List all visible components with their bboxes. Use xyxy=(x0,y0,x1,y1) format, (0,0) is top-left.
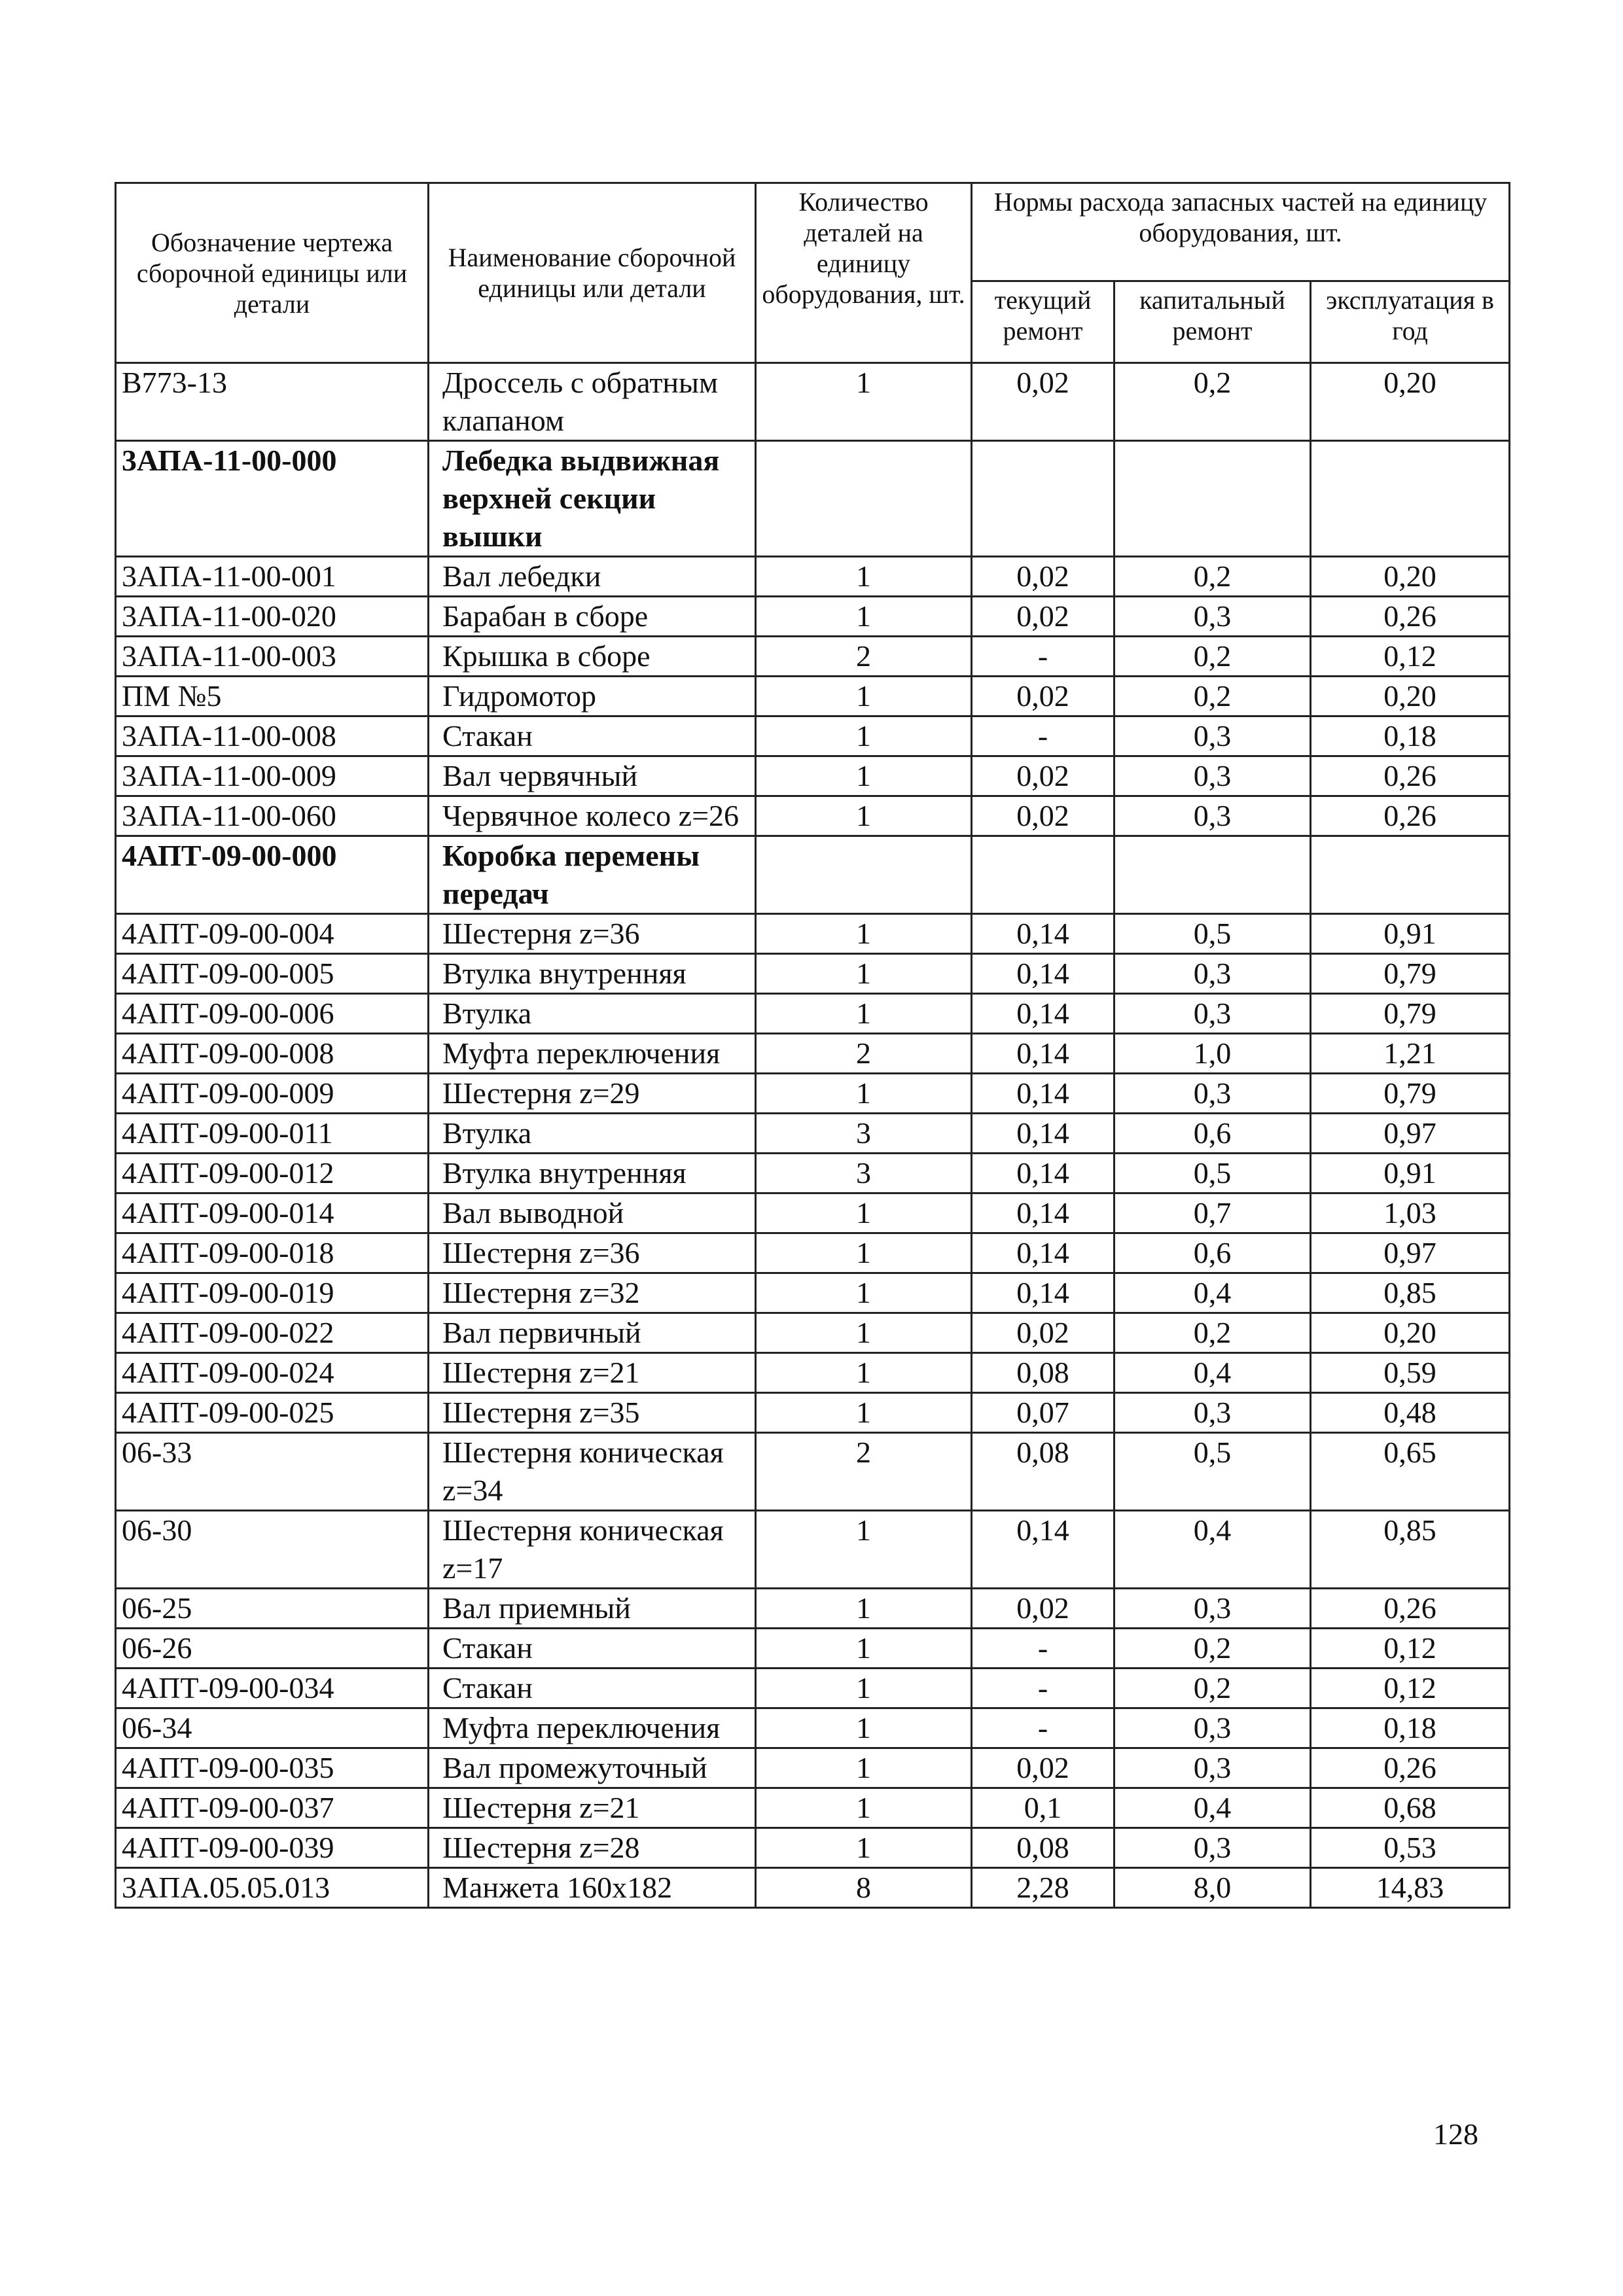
table-row xyxy=(116,1868,1510,1908)
cell-current-repair: 0,02 xyxy=(972,1589,1115,1629)
cell-quantity: 2 xyxy=(756,637,972,677)
cell-current-repair: 0,02 xyxy=(972,1748,1115,1788)
cell-quantity: 1 xyxy=(756,994,972,1034)
cell-annual-operation: 0,97 xyxy=(1311,1233,1510,1273)
cell-annual-operation: 0,53 xyxy=(1311,1828,1510,1868)
cell-capital-repair: 0,4 xyxy=(1115,1511,1311,1589)
cell-drawing-code: 3АПА-11-00-000 xyxy=(116,441,429,557)
cell-current-repair: 0,14 xyxy=(972,1193,1115,1233)
cell-quantity: 1 xyxy=(756,1629,972,1669)
cell-unit-name: Шестерня z=35 xyxy=(429,1393,756,1433)
cell-annual-operation: 14,83 xyxy=(1311,1868,1510,1908)
cell-current-repair: 0,02 xyxy=(972,597,1115,637)
cell-unit-name: Стакан xyxy=(429,716,756,756)
header-drawing-code: Обозначение чертежа сборочной единицы или детали xyxy=(116,183,429,363)
table-row xyxy=(116,1669,1510,1708)
cell-unit-name: Втулка xyxy=(429,1114,756,1154)
header-annual-operation: эксплуатация в год xyxy=(1311,281,1510,363)
cell-unit-name: Шестерня z=29 xyxy=(429,1074,756,1114)
cell-drawing-code: 4АПТ-09-00-035 xyxy=(116,1748,429,1788)
cell-unit-name: Вал промежуточный xyxy=(429,1748,756,1788)
cell-unit-name: Втулка внутренняя xyxy=(429,954,756,994)
cell-current-repair: 0,02 xyxy=(972,557,1115,597)
table-row xyxy=(116,1193,1510,1233)
cell-current-repair: - xyxy=(972,1708,1115,1748)
cell-capital-repair: 0,3 xyxy=(1115,716,1311,756)
cell-quantity: 1 xyxy=(756,954,972,994)
cell-quantity: 2 xyxy=(756,1034,972,1074)
cell-capital-repair: 0,3 xyxy=(1115,1828,1311,1868)
cell-quantity: 1 xyxy=(756,557,972,597)
table-row xyxy=(116,1748,1510,1788)
table-row xyxy=(116,1589,1510,1629)
cell-annual-operation: 0,59 xyxy=(1311,1353,1510,1393)
cell-quantity: 1 xyxy=(756,1273,972,1313)
table-row xyxy=(116,1273,1510,1313)
cell-quantity: 1 xyxy=(756,756,972,796)
cell-unit-name: Муфта переключения xyxy=(429,1708,756,1748)
cell-current-repair: 0,14 xyxy=(972,1511,1115,1589)
cell-quantity: 1 xyxy=(756,363,972,441)
cell-annual-operation: 0,26 xyxy=(1311,597,1510,637)
header-quantity: Количество деталей на единицу оборудования, шт. xyxy=(756,183,972,363)
cell-capital-repair: 0,5 xyxy=(1115,1154,1311,1193)
cell-current-repair xyxy=(972,441,1115,557)
cell-unit-name: Крышка в сборе xyxy=(429,637,756,677)
cell-drawing-code: 4АПТ-09-00-037 xyxy=(116,1788,429,1828)
cell-unit-name: Стакан xyxy=(429,1629,756,1669)
cell-drawing-code: 4АПТ-09-00-006 xyxy=(116,994,429,1034)
cell-quantity: 1 xyxy=(756,1353,972,1393)
cell-annual-operation: 0,20 xyxy=(1311,557,1510,597)
cell-annual-operation: 0,79 xyxy=(1311,994,1510,1034)
cell-drawing-code: 3АПА-11-00-009 xyxy=(116,756,429,796)
cell-quantity: 1 xyxy=(756,796,972,836)
spare-parts-table-container xyxy=(115,182,1508,1909)
cell-drawing-code: 4АПТ-09-00-000 xyxy=(116,836,429,914)
cell-capital-repair: 0,2 xyxy=(1115,1669,1311,1708)
table-row xyxy=(116,1708,1510,1748)
cell-annual-operation: 0,18 xyxy=(1311,716,1510,756)
cell-quantity: 1 xyxy=(756,1708,972,1748)
page-number: 128 xyxy=(1433,2117,1478,2151)
cell-capital-repair: 0,6 xyxy=(1115,1233,1311,1273)
cell-capital-repair: 0,5 xyxy=(1115,1433,1311,1511)
cell-current-repair: 0,02 xyxy=(972,756,1115,796)
cell-unit-name: Манжета 160х182 xyxy=(429,1868,756,1908)
cell-unit-name: Вал червячный xyxy=(429,756,756,796)
cell-unit-name: Вал первичный xyxy=(429,1313,756,1353)
cell-current-repair: 0,08 xyxy=(972,1433,1115,1511)
cell-capital-repair: 0,3 xyxy=(1115,954,1311,994)
cell-current-repair: 0,08 xyxy=(972,1353,1115,1393)
table-row xyxy=(116,994,1510,1034)
table-row xyxy=(116,597,1510,637)
cell-current-repair: 0,14 xyxy=(972,1273,1115,1313)
cell-drawing-code: 4АПТ-09-00-022 xyxy=(116,1313,429,1353)
table-row xyxy=(116,1114,1510,1154)
cell-drawing-code: 06-30 xyxy=(116,1511,429,1589)
cell-unit-name: Гидромотор xyxy=(429,677,756,716)
cell-unit-name: Дроссель с обратным клапаном xyxy=(429,363,756,441)
table-row xyxy=(116,557,1510,597)
cell-capital-repair: 8,0 xyxy=(1115,1868,1311,1908)
cell-current-repair: - xyxy=(972,716,1115,756)
cell-current-repair: 0,14 xyxy=(972,994,1115,1034)
table-row xyxy=(116,796,1510,836)
cell-drawing-code: 4АПТ-09-00-005 xyxy=(116,954,429,994)
cell-quantity xyxy=(756,836,972,914)
cell-capital-repair: 0,2 xyxy=(1115,1629,1311,1669)
cell-drawing-code: 06-33 xyxy=(116,1433,429,1511)
cell-annual-operation: 0,20 xyxy=(1311,1313,1510,1353)
cell-annual-operation: 0,12 xyxy=(1311,1629,1510,1669)
cell-quantity: 1 xyxy=(756,677,972,716)
cell-drawing-code: 4АПТ-09-00-024 xyxy=(116,1353,429,1393)
cell-annual-operation: 0,91 xyxy=(1311,1154,1510,1193)
cell-drawing-code: 3АПА-11-00-008 xyxy=(116,716,429,756)
cell-current-repair: - xyxy=(972,1629,1115,1669)
cell-current-repair: 0,1 xyxy=(972,1788,1115,1828)
cell-capital-repair: 0,5 xyxy=(1115,914,1311,954)
cell-capital-repair: 0,3 xyxy=(1115,1708,1311,1748)
cell-quantity: 1 xyxy=(756,1589,972,1629)
cell-unit-name: Вал приемный xyxy=(429,1589,756,1629)
cell-capital-repair: 0,3 xyxy=(1115,597,1311,637)
cell-current-repair: 0,14 xyxy=(972,1034,1115,1074)
table-row xyxy=(116,716,1510,756)
cell-quantity: 1 xyxy=(756,1313,972,1353)
table-row xyxy=(116,1788,1510,1828)
header-current-repair: текущий ремонт xyxy=(972,281,1115,363)
table-row xyxy=(116,1233,1510,1273)
cell-drawing-code: 4АПТ-09-00-039 xyxy=(116,1828,429,1868)
cell-quantity: 1 xyxy=(756,1074,972,1114)
cell-capital-repair: 0,3 xyxy=(1115,1748,1311,1788)
cell-annual-operation: 0,68 xyxy=(1311,1788,1510,1828)
cell-annual-operation: 0,20 xyxy=(1311,677,1510,716)
cell-quantity: 1 xyxy=(756,1393,972,1433)
cell-quantity: 8 xyxy=(756,1868,972,1908)
cell-current-repair: 0,14 xyxy=(972,1074,1115,1114)
cell-quantity xyxy=(756,441,972,557)
cell-capital-repair: 0,3 xyxy=(1115,1589,1311,1629)
cell-capital-repair xyxy=(1115,836,1311,914)
table-body xyxy=(116,363,1510,1908)
spare-parts-table xyxy=(115,182,1510,1909)
cell-capital-repair: 0,4 xyxy=(1115,1788,1311,1828)
table-row xyxy=(116,1313,1510,1353)
cell-unit-name: Стакан xyxy=(429,1669,756,1708)
cell-current-repair: 0,14 xyxy=(972,1154,1115,1193)
table-row xyxy=(116,677,1510,716)
cell-unit-name: Шестерня z=21 xyxy=(429,1353,756,1393)
cell-drawing-code: 4АПТ-09-00-008 xyxy=(116,1034,429,1074)
table-row xyxy=(116,954,1510,994)
cell-current-repair: 0,07 xyxy=(972,1393,1115,1433)
table-row xyxy=(116,1353,1510,1393)
cell-unit-name: Шестерня z=36 xyxy=(429,914,756,954)
cell-unit-name: Коробка перемены передач xyxy=(429,836,756,914)
cell-annual-operation: 0,12 xyxy=(1311,1669,1510,1708)
cell-current-repair: 0,14 xyxy=(972,954,1115,994)
cell-unit-name: Втулка внутренняя xyxy=(429,1154,756,1193)
cell-unit-name: Барабан в сборе xyxy=(429,597,756,637)
cell-current-repair: 0,02 xyxy=(972,1313,1115,1353)
cell-capital-repair: 0,2 xyxy=(1115,1313,1311,1353)
cell-drawing-code: 4АПТ-09-00-009 xyxy=(116,1074,429,1114)
cell-capital-repair: 0,3 xyxy=(1115,1074,1311,1114)
cell-annual-operation: 0,65 xyxy=(1311,1433,1510,1511)
cell-capital-repair: 0,4 xyxy=(1115,1353,1311,1393)
cell-annual-operation: 0,18 xyxy=(1311,1708,1510,1748)
cell-capital-repair: 0,2 xyxy=(1115,637,1311,677)
cell-annual-operation: 0,85 xyxy=(1311,1273,1510,1313)
cell-capital-repair: 0,3 xyxy=(1115,796,1311,836)
cell-drawing-code: 3АПА.05.05.013 xyxy=(116,1868,429,1908)
cell-capital-repair: 0,2 xyxy=(1115,677,1311,716)
cell-unit-name: Шестерня коническая z=17 xyxy=(429,1511,756,1589)
cell-drawing-code: 06-34 xyxy=(116,1708,429,1748)
cell-drawing-code: 06-25 xyxy=(116,1589,429,1629)
cell-current-repair: 0,14 xyxy=(972,1233,1115,1273)
table-row xyxy=(116,1629,1510,1669)
cell-unit-name: Червячное колесо z=26 xyxy=(429,796,756,836)
cell-capital-repair: 0,3 xyxy=(1115,1393,1311,1433)
cell-annual-operation: 0,20 xyxy=(1311,363,1510,441)
cell-annual-operation: 0,26 xyxy=(1311,756,1510,796)
cell-current-repair: 0,14 xyxy=(972,914,1115,954)
cell-quantity: 1 xyxy=(756,1788,972,1828)
cell-capital-repair: 0,3 xyxy=(1115,756,1311,796)
cell-quantity: 1 xyxy=(756,1193,972,1233)
cell-current-repair: - xyxy=(972,1669,1115,1708)
cell-quantity: 1 xyxy=(756,1669,972,1708)
cell-unit-name: Шестерня z=32 xyxy=(429,1273,756,1313)
cell-quantity: 2 xyxy=(756,1433,972,1511)
cell-annual-operation: 0,26 xyxy=(1311,1748,1510,1788)
cell-annual-operation: 0,97 xyxy=(1311,1114,1510,1154)
cell-drawing-code: 06-26 xyxy=(116,1629,429,1669)
cell-quantity: 1 xyxy=(756,1511,972,1589)
table-row xyxy=(116,363,1510,441)
section-row xyxy=(116,441,1510,557)
section-row xyxy=(116,836,1510,914)
cell-quantity: 3 xyxy=(756,1154,972,1193)
cell-annual-operation xyxy=(1311,836,1510,914)
cell-drawing-code: 4АПТ-09-00-012 xyxy=(116,1154,429,1193)
cell-annual-operation: 0,91 xyxy=(1311,914,1510,954)
cell-unit-name: Втулка xyxy=(429,994,756,1034)
cell-capital-repair: 0,2 xyxy=(1115,557,1311,597)
cell-drawing-code: 4АПТ-09-00-019 xyxy=(116,1273,429,1313)
table-row xyxy=(116,1511,1510,1589)
cell-quantity: 1 xyxy=(756,597,972,637)
table-row xyxy=(116,1393,1510,1433)
cell-quantity: 1 xyxy=(756,914,972,954)
cell-drawing-code: 4АПТ-09-00-011 xyxy=(116,1114,429,1154)
cell-unit-name: Шестерня z=36 xyxy=(429,1233,756,1273)
cell-current-repair xyxy=(972,836,1115,914)
cell-annual-operation: 0,48 xyxy=(1311,1393,1510,1433)
table-row xyxy=(116,637,1510,677)
table-row xyxy=(116,1074,1510,1114)
cell-annual-operation: 0,85 xyxy=(1311,1511,1510,1589)
cell-annual-operation: 0,12 xyxy=(1311,637,1510,677)
table-row xyxy=(116,1433,1510,1511)
cell-drawing-code: 4АПТ-09-00-014 xyxy=(116,1193,429,1233)
cell-drawing-code: 4АПТ-09-00-025 xyxy=(116,1393,429,1433)
cell-current-repair: 0,14 xyxy=(972,1114,1115,1154)
table-row xyxy=(116,1828,1510,1868)
cell-current-repair: 0,02 xyxy=(972,796,1115,836)
cell-unit-name: Вал лебедки xyxy=(429,557,756,597)
cell-unit-name: Лебедка выдвижная верхней секции вышки xyxy=(429,441,756,557)
cell-current-repair: - xyxy=(972,637,1115,677)
cell-capital-repair xyxy=(1115,441,1311,557)
table-row xyxy=(116,1034,1510,1074)
cell-drawing-code: 3АПА-11-00-003 xyxy=(116,637,429,677)
cell-capital-repair: 0,6 xyxy=(1115,1114,1311,1154)
cell-unit-name: Шестерня коническая z=34 xyxy=(429,1433,756,1511)
header-capital-repair: капитальный ремонт xyxy=(1115,281,1311,363)
table-row xyxy=(116,756,1510,796)
cell-quantity: 1 xyxy=(756,716,972,756)
cell-drawing-code: 4АПТ-09-00-018 xyxy=(116,1233,429,1273)
cell-annual-operation: 0,79 xyxy=(1311,1074,1510,1114)
cell-current-repair: 0,02 xyxy=(972,363,1115,441)
cell-drawing-code: 3АПА-11-00-020 xyxy=(116,597,429,637)
cell-capital-repair: 0,4 xyxy=(1115,1273,1311,1313)
cell-annual-operation: 0,26 xyxy=(1311,1589,1510,1629)
cell-drawing-code: 3АПА-11-00-001 xyxy=(116,557,429,597)
cell-drawing-code: 3АПА-11-00-060 xyxy=(116,796,429,836)
cell-drawing-code: 4АПТ-09-00-034 xyxy=(116,1669,429,1708)
cell-capital-repair: 0,7 xyxy=(1115,1193,1311,1233)
cell-unit-name: Шестерня z=28 xyxy=(429,1828,756,1868)
cell-unit-name: Шестерня z=21 xyxy=(429,1788,756,1828)
table-row xyxy=(116,1154,1510,1193)
header-consumption-norms: Нормы расхода запасных частей на единицу оборудования, шт. xyxy=(972,183,1510,281)
cell-quantity: 1 xyxy=(756,1828,972,1868)
cell-annual-operation: 0,79 xyxy=(1311,954,1510,994)
cell-annual-operation: 0,26 xyxy=(1311,796,1510,836)
header-unit-name: Наименование сборочной единицы или детали xyxy=(429,183,756,363)
cell-capital-repair: 0,3 xyxy=(1115,994,1311,1034)
cell-quantity: 1 xyxy=(756,1748,972,1788)
cell-current-repair: 2,28 xyxy=(972,1868,1115,1908)
cell-drawing-code: 4АПТ-09-00-004 xyxy=(116,914,429,954)
cell-unit-name: Муфта переключения xyxy=(429,1034,756,1074)
cell-drawing-code: ПМ №5 xyxy=(116,677,429,716)
cell-drawing-code: В773-13 xyxy=(116,363,429,441)
cell-current-repair: 0,02 xyxy=(972,677,1115,716)
cell-annual-operation: 1,03 xyxy=(1311,1193,1510,1233)
cell-capital-repair: 1,0 xyxy=(1115,1034,1311,1074)
cell-annual-operation xyxy=(1311,441,1510,557)
cell-capital-repair: 0,2 xyxy=(1115,363,1311,441)
cell-annual-operation: 1,21 xyxy=(1311,1034,1510,1074)
cell-quantity: 3 xyxy=(756,1114,972,1154)
cell-current-repair: 0,08 xyxy=(972,1828,1115,1868)
cell-unit-name: Вал выводной xyxy=(429,1193,756,1233)
cell-quantity: 1 xyxy=(756,1233,972,1273)
table-row xyxy=(116,914,1510,954)
